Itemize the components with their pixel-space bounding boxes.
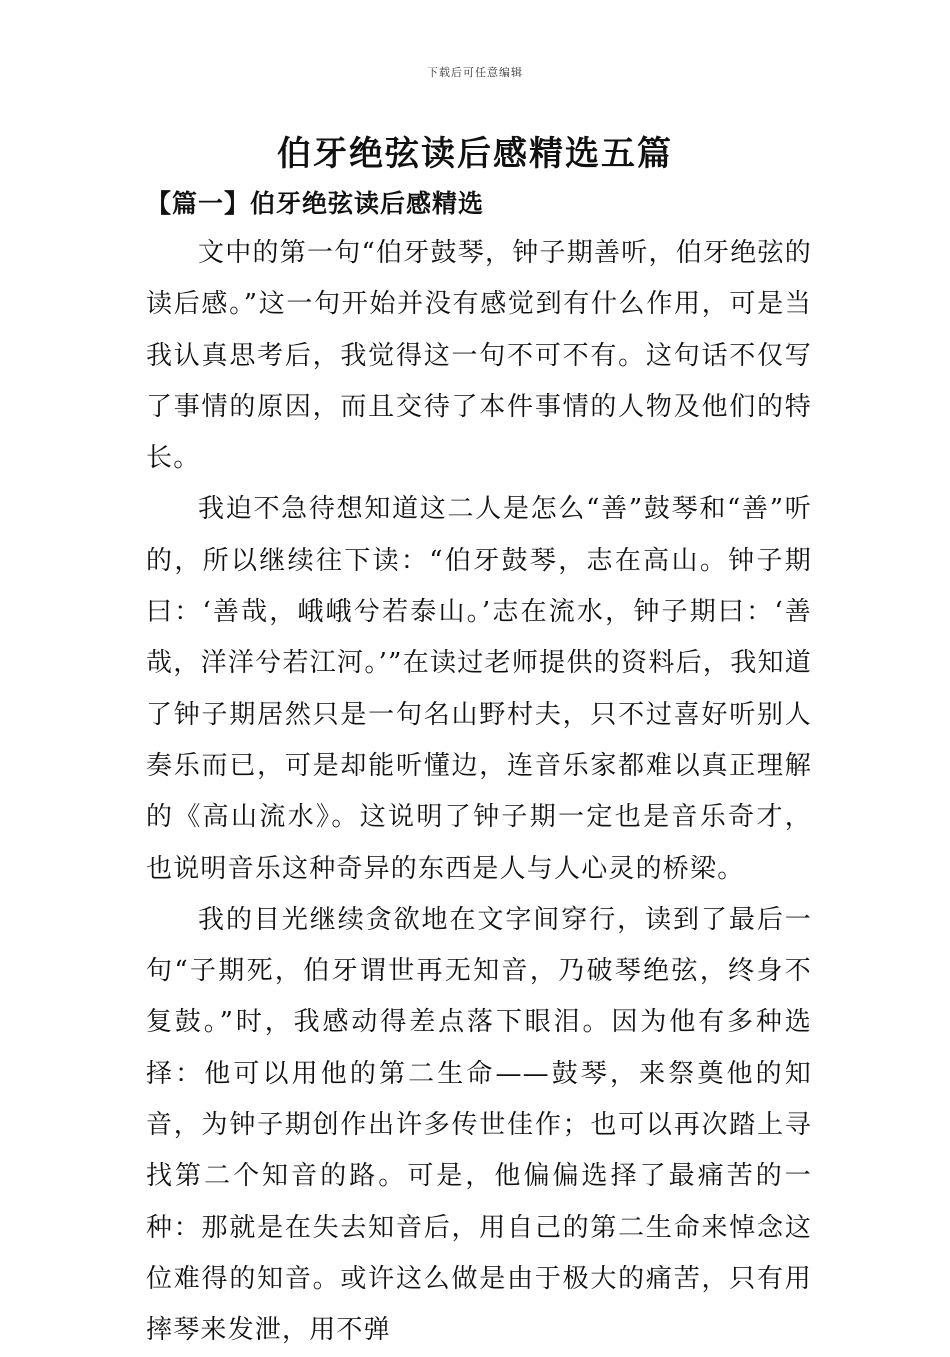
paragraph: 我的目光继续贪欲地在文字间穿行，读到了最后一句“子期死，伯牙谓世再无知音，乃破琴绝弦，终身不复鼓。”时，我感动得差点落下眼泪。因为他有多种选择：他可以用他的第二生命——鼓琴，来祭奠他的知音，为钟子期创作出许多传世佳作；也可以再次踏上寻找第二个知音的路。可是，他偏偏选择了最痛苦的一种：那就是在失去知音后，用自己的第二生命来悼念这位难得的知音。或许这么做是由于极大的痛苦，只有用摔琴来发泄，用不弹 bbox=[146, 904, 812, 1346]
header-note: 下载后可任意编辑 bbox=[427, 66, 523, 79]
document-title: 伯牙绝弦读后感精选五篇 bbox=[277, 134, 673, 174]
section-heading: 【篇一】伯牙绝弦读后感精选 bbox=[146, 189, 485, 218]
paragraph: 文中的第一句“伯牙鼓琴，钟子期善听，伯牙绝弦的读后感。”这一句开始并没有感觉到有什么作用，可是当我认真思考后，我觉得这一句不可不有。这句话不仅写了事情的原因，而且交待了本件事情的人物及他们的特长。 bbox=[146, 238, 812, 474]
paragraph: 我迫不急待想知道这二人是怎么“善”鼓琴和“善”听的，所以继续往下读：“伯牙鼓琴，志在高山。钟子期曰：‘善哉，峨峨兮若泰山。’志在流水，钟子期曰：‘善哉，洋洋兮若江河。’”在读过老师提供的资料后，我知道了钟子期居然只是一句名山野村夫，只不过喜好听别人奏乐而已，可是却能听懂边，连音乐家都难以真正理解的《高山流水》。这说明了钟子期一定也是音乐奇才，也说明音乐这种奇异的东西是人与人心灵的桥梁。 bbox=[146, 494, 812, 884]
body-text bbox=[146, 228, 812, 1357]
